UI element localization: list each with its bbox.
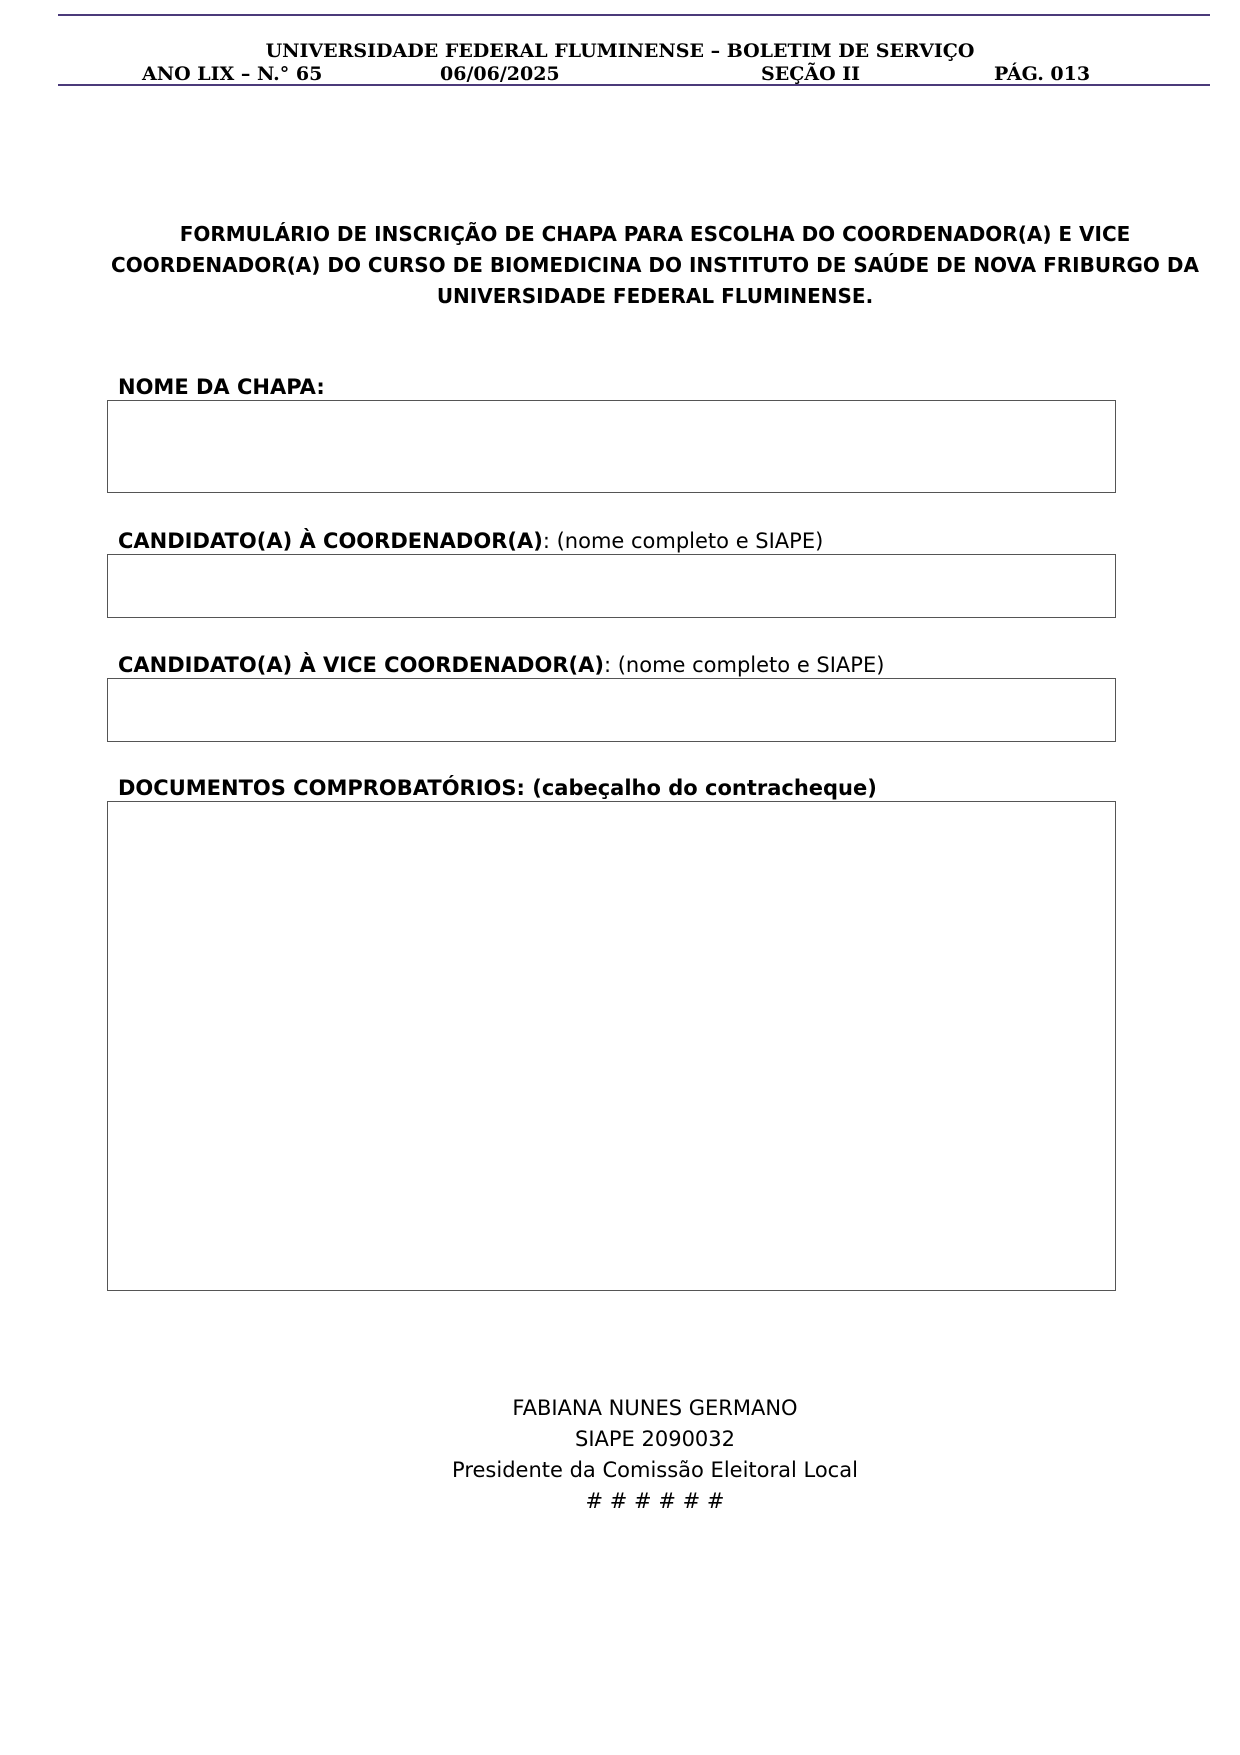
candidato-vice-coordenador-field[interactable] bbox=[107, 678, 1116, 742]
candidato-coordenador-field[interactable] bbox=[107, 554, 1116, 618]
field-label-text: NOME DA CHAPA: bbox=[118, 375, 325, 399]
field-label-documentos bbox=[118, 775, 877, 801]
bulletin-title: UNIVERSIDADE FEDERAL FLUMINENSE – BOLETIM DE SERVIÇO bbox=[265, 40, 975, 62]
field-label-nome-da-chapa bbox=[118, 374, 325, 400]
nome-da-chapa-field[interactable] bbox=[107, 400, 1116, 493]
header-bottom-rule bbox=[58, 84, 1210, 86]
section-label: SEÇÃO II bbox=[761, 63, 861, 85]
form-title: FORMULÁRIO DE INSCRIÇÃO DE CHAPA PARA ESCOLHA DO COORDENADOR(A) E VICE COORDENADOR(A) DO CURSO DE BIOMEDICINA DO INSTITUTO DE SAÚDE DE NOVA FRIBURGO DA UNIVERSIDADE FEDERAL FLUMINENSE. bbox=[111, 222, 1199, 308]
issue-number: ANO LIX – N.° 65 bbox=[142, 63, 323, 85]
field-label-note: : (nome completo e SIAPE) bbox=[603, 653, 885, 677]
field-label-candidato-coordenador bbox=[118, 528, 823, 554]
header-top-rule bbox=[58, 14, 1210, 16]
end-mark: # # # # # # bbox=[585, 1489, 725, 1513]
page-number: PÁG. 013 bbox=[994, 63, 1091, 85]
field-label-text: DOCUMENTOS COMPROBATÓRIOS: (cabeçalho do contracheque) bbox=[118, 776, 877, 800]
field-label-note: : (nome completo e SIAPE) bbox=[542, 529, 824, 553]
field-label-text: CANDIDATO(A) À COORDENADOR(A) bbox=[118, 529, 543, 553]
issue-date: 06/06/2025 bbox=[440, 63, 560, 85]
signature-block bbox=[400, 1393, 910, 1517]
signatory-siape: SIAPE 2090032 bbox=[574, 1427, 736, 1451]
signatory-name: FABIANA NUNES GERMANO bbox=[512, 1396, 798, 1420]
signatory-role: Presidente da Comissão Eleitoral Local bbox=[452, 1458, 858, 1482]
documentos-comprobatorios-field[interactable] bbox=[107, 801, 1116, 1291]
field-label-candidato-vice-coordenador bbox=[118, 652, 884, 678]
field-label-text: CANDIDATO(A) À VICE COORDENADOR(A) bbox=[118, 653, 604, 677]
